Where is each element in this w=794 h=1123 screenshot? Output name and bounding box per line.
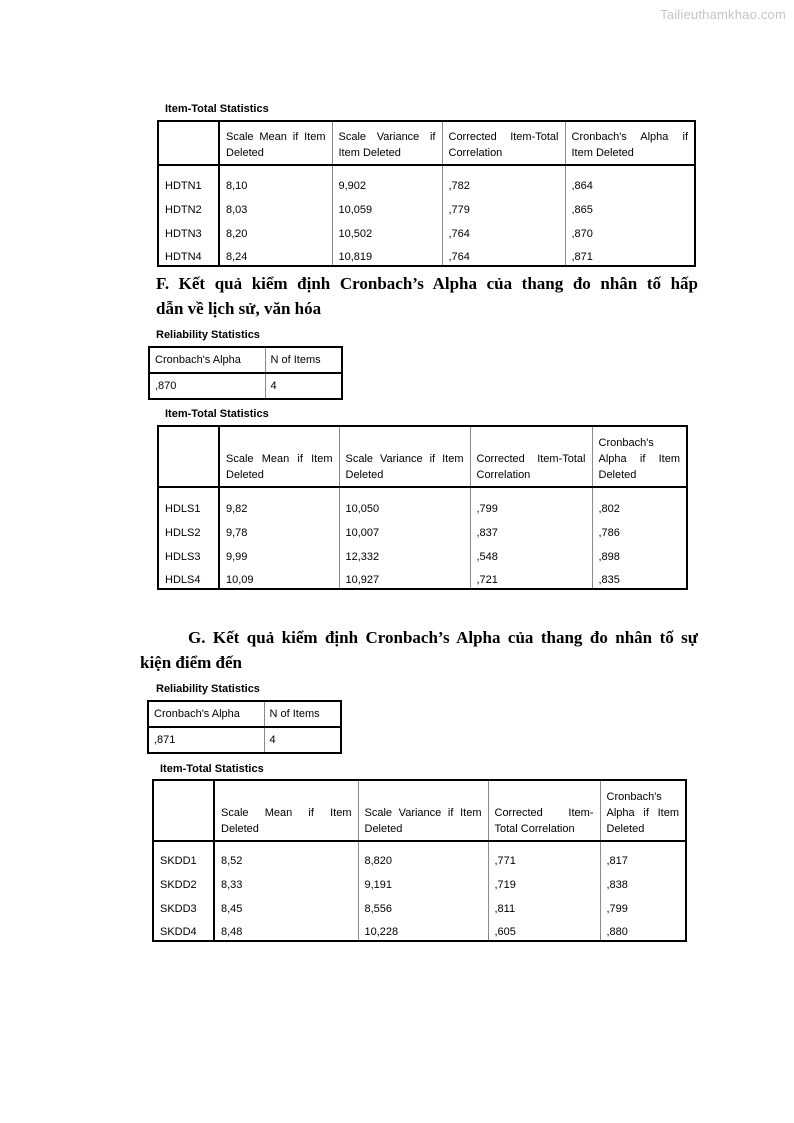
- table-caption: Item-Total Statistics: [165, 408, 269, 420]
- table-row: [158, 541, 687, 565]
- table-row: [153, 841, 686, 869]
- section-g-heading-cont: [140, 650, 698, 675]
- n-items-value: 4: [269, 734, 276, 746]
- cell: 9,82: [219, 487, 339, 517]
- cell: 9,99: [219, 541, 339, 565]
- corner-cell: [158, 426, 219, 487]
- cell: ,838: [606, 879, 628, 891]
- row-label: HDTN4: [158, 242, 219, 266]
- cell: ,721: [470, 565, 592, 589]
- col-header: Cronbach's Alpha if Item Deleted: [565, 121, 695, 165]
- cell: 10,819: [332, 242, 442, 266]
- cell: 8,48: [214, 917, 358, 941]
- section-f-heading-cont: [156, 296, 698, 321]
- watermark: Tailieuthamkhao.com: [660, 7, 786, 22]
- cell: 12,332: [339, 541, 470, 565]
- cell: 8,33: [214, 869, 358, 893]
- row-label: SKDD2: [153, 869, 214, 893]
- cell: ,898: [598, 551, 620, 563]
- row-label: HDLS2: [158, 517, 219, 541]
- table-row: [158, 218, 695, 242]
- row-label: HDTN1: [158, 165, 219, 194]
- col-header: Scale Mean if Item Deleted: [219, 426, 339, 487]
- cell: 9,78: [219, 517, 339, 541]
- cell: ,870: [571, 228, 593, 240]
- cell: 10,050: [339, 487, 470, 517]
- cell: 10,059: [332, 194, 442, 218]
- cell: ,837: [470, 517, 592, 541]
- table-caption: Item-Total Statistics: [160, 763, 264, 775]
- cell: ,880: [606, 926, 628, 938]
- col-header: Scale Mean if Item Deleted: [219, 121, 332, 165]
- col-header: Scale Variance if Item Deleted: [332, 121, 442, 165]
- col-header: Corrected Item-Total Correlation: [488, 780, 600, 841]
- cell: 10,007: [339, 517, 470, 541]
- col-header: N of Items: [264, 701, 341, 727]
- cronbach-alpha-value: ,870: [149, 373, 265, 399]
- reliability-table-g: [147, 700, 342, 754]
- cell: 8,10: [219, 165, 332, 194]
- table-row: [153, 917, 686, 941]
- cell: 8,820: [358, 841, 488, 869]
- col-header: N of Items: [265, 347, 342, 373]
- heading-line: F. Kết quả kiểm định Cronbach’s Alpha của thang đo nhân tố hấp: [156, 274, 698, 293]
- cell: ,764: [442, 242, 565, 266]
- cell: 10,09: [219, 565, 339, 589]
- cell: ,771: [488, 841, 600, 869]
- item-total-table-hdls: [157, 425, 688, 590]
- row-label: SKDD1: [153, 841, 214, 869]
- cell: 8,52: [214, 841, 358, 869]
- item-total-table-hdtn: [157, 120, 696, 267]
- cell: 8,556: [358, 893, 488, 917]
- cell: ,835: [598, 574, 620, 586]
- row-label: HDTN2: [158, 194, 219, 218]
- col-header: Cronbach's Alpha: [149, 347, 265, 373]
- cell: 10,927: [339, 565, 470, 589]
- col-header: Cronbach's Alpha if Item Deleted: [592, 426, 687, 487]
- cell: ,548: [470, 541, 592, 565]
- reliability-table-f: [148, 346, 343, 400]
- cell: 8,45: [214, 893, 358, 917]
- section-g-heading: [140, 625, 698, 650]
- row-label: HDLS4: [158, 565, 219, 589]
- col-header: Scale Variance if Item Deleted: [358, 780, 488, 841]
- heading-line: kiện điểm đến: [140, 653, 243, 672]
- row-label: SKDD4: [153, 917, 214, 941]
- table-row: [158, 487, 687, 517]
- cell: ,779: [442, 194, 565, 218]
- cell: ,865: [571, 204, 593, 216]
- cell: ,864: [571, 180, 593, 192]
- col-header: Scale Mean if Item Deleted: [214, 780, 358, 841]
- cell: ,811: [488, 893, 600, 917]
- cell: 9,902: [332, 165, 442, 194]
- table-row: [158, 165, 695, 194]
- cell: 8,03: [219, 194, 332, 218]
- cell: ,817: [606, 855, 628, 867]
- reliability-caption: Reliability Statistics: [156, 329, 260, 341]
- cronbach-alpha-value: ,871: [148, 727, 264, 753]
- col-header: Corrected Item-Total Correlation: [470, 426, 592, 487]
- table-row: [158, 242, 695, 266]
- cell: ,782: [442, 165, 565, 194]
- col-header: Cronbach's Alpha if Item Deleted: [600, 780, 686, 841]
- row-label: HDLS1: [158, 487, 219, 517]
- n-items-value: 4: [270, 380, 277, 392]
- cell: ,605: [488, 917, 600, 941]
- reliability-caption: Reliability Statistics: [156, 683, 260, 695]
- corner-cell: [158, 121, 219, 165]
- cell: ,802: [598, 503, 620, 515]
- table-row: [158, 517, 687, 541]
- row-label: HDTN3: [158, 218, 219, 242]
- cell: ,786: [598, 527, 620, 539]
- row-label: SKDD3: [153, 893, 214, 917]
- cell: 10,502: [332, 218, 442, 242]
- table-caption: Item-Total Statistics: [165, 103, 269, 115]
- cell: ,799: [606, 903, 628, 915]
- heading-line: G. Kết quả kiểm định Cronbach’s Alpha của thang đo nhân tố sự: [188, 628, 698, 647]
- heading-line: dẫn về lịch sử, văn hóa: [156, 299, 322, 318]
- row-label: HDLS3: [158, 541, 219, 565]
- cell: 8,20: [219, 218, 332, 242]
- table-row: [153, 869, 686, 893]
- cell: 9,191: [358, 869, 488, 893]
- item-total-table-skdd: [152, 779, 687, 942]
- table-row: [158, 194, 695, 218]
- cell: 8,24: [219, 242, 332, 266]
- table-row: [153, 893, 686, 917]
- col-header: Scale Variance if Item Deleted: [339, 426, 470, 487]
- cell: ,719: [488, 869, 600, 893]
- cell: ,799: [470, 487, 592, 517]
- cell: ,871: [571, 251, 593, 263]
- section-f-heading: [156, 271, 698, 296]
- cell: 10,228: [358, 917, 488, 941]
- col-header: Corrected Item-Total Correlation: [442, 121, 565, 165]
- table-row: [158, 565, 687, 589]
- col-header: Cronbach's Alpha: [148, 701, 264, 727]
- corner-cell: [153, 780, 214, 841]
- cell: ,764: [442, 218, 565, 242]
